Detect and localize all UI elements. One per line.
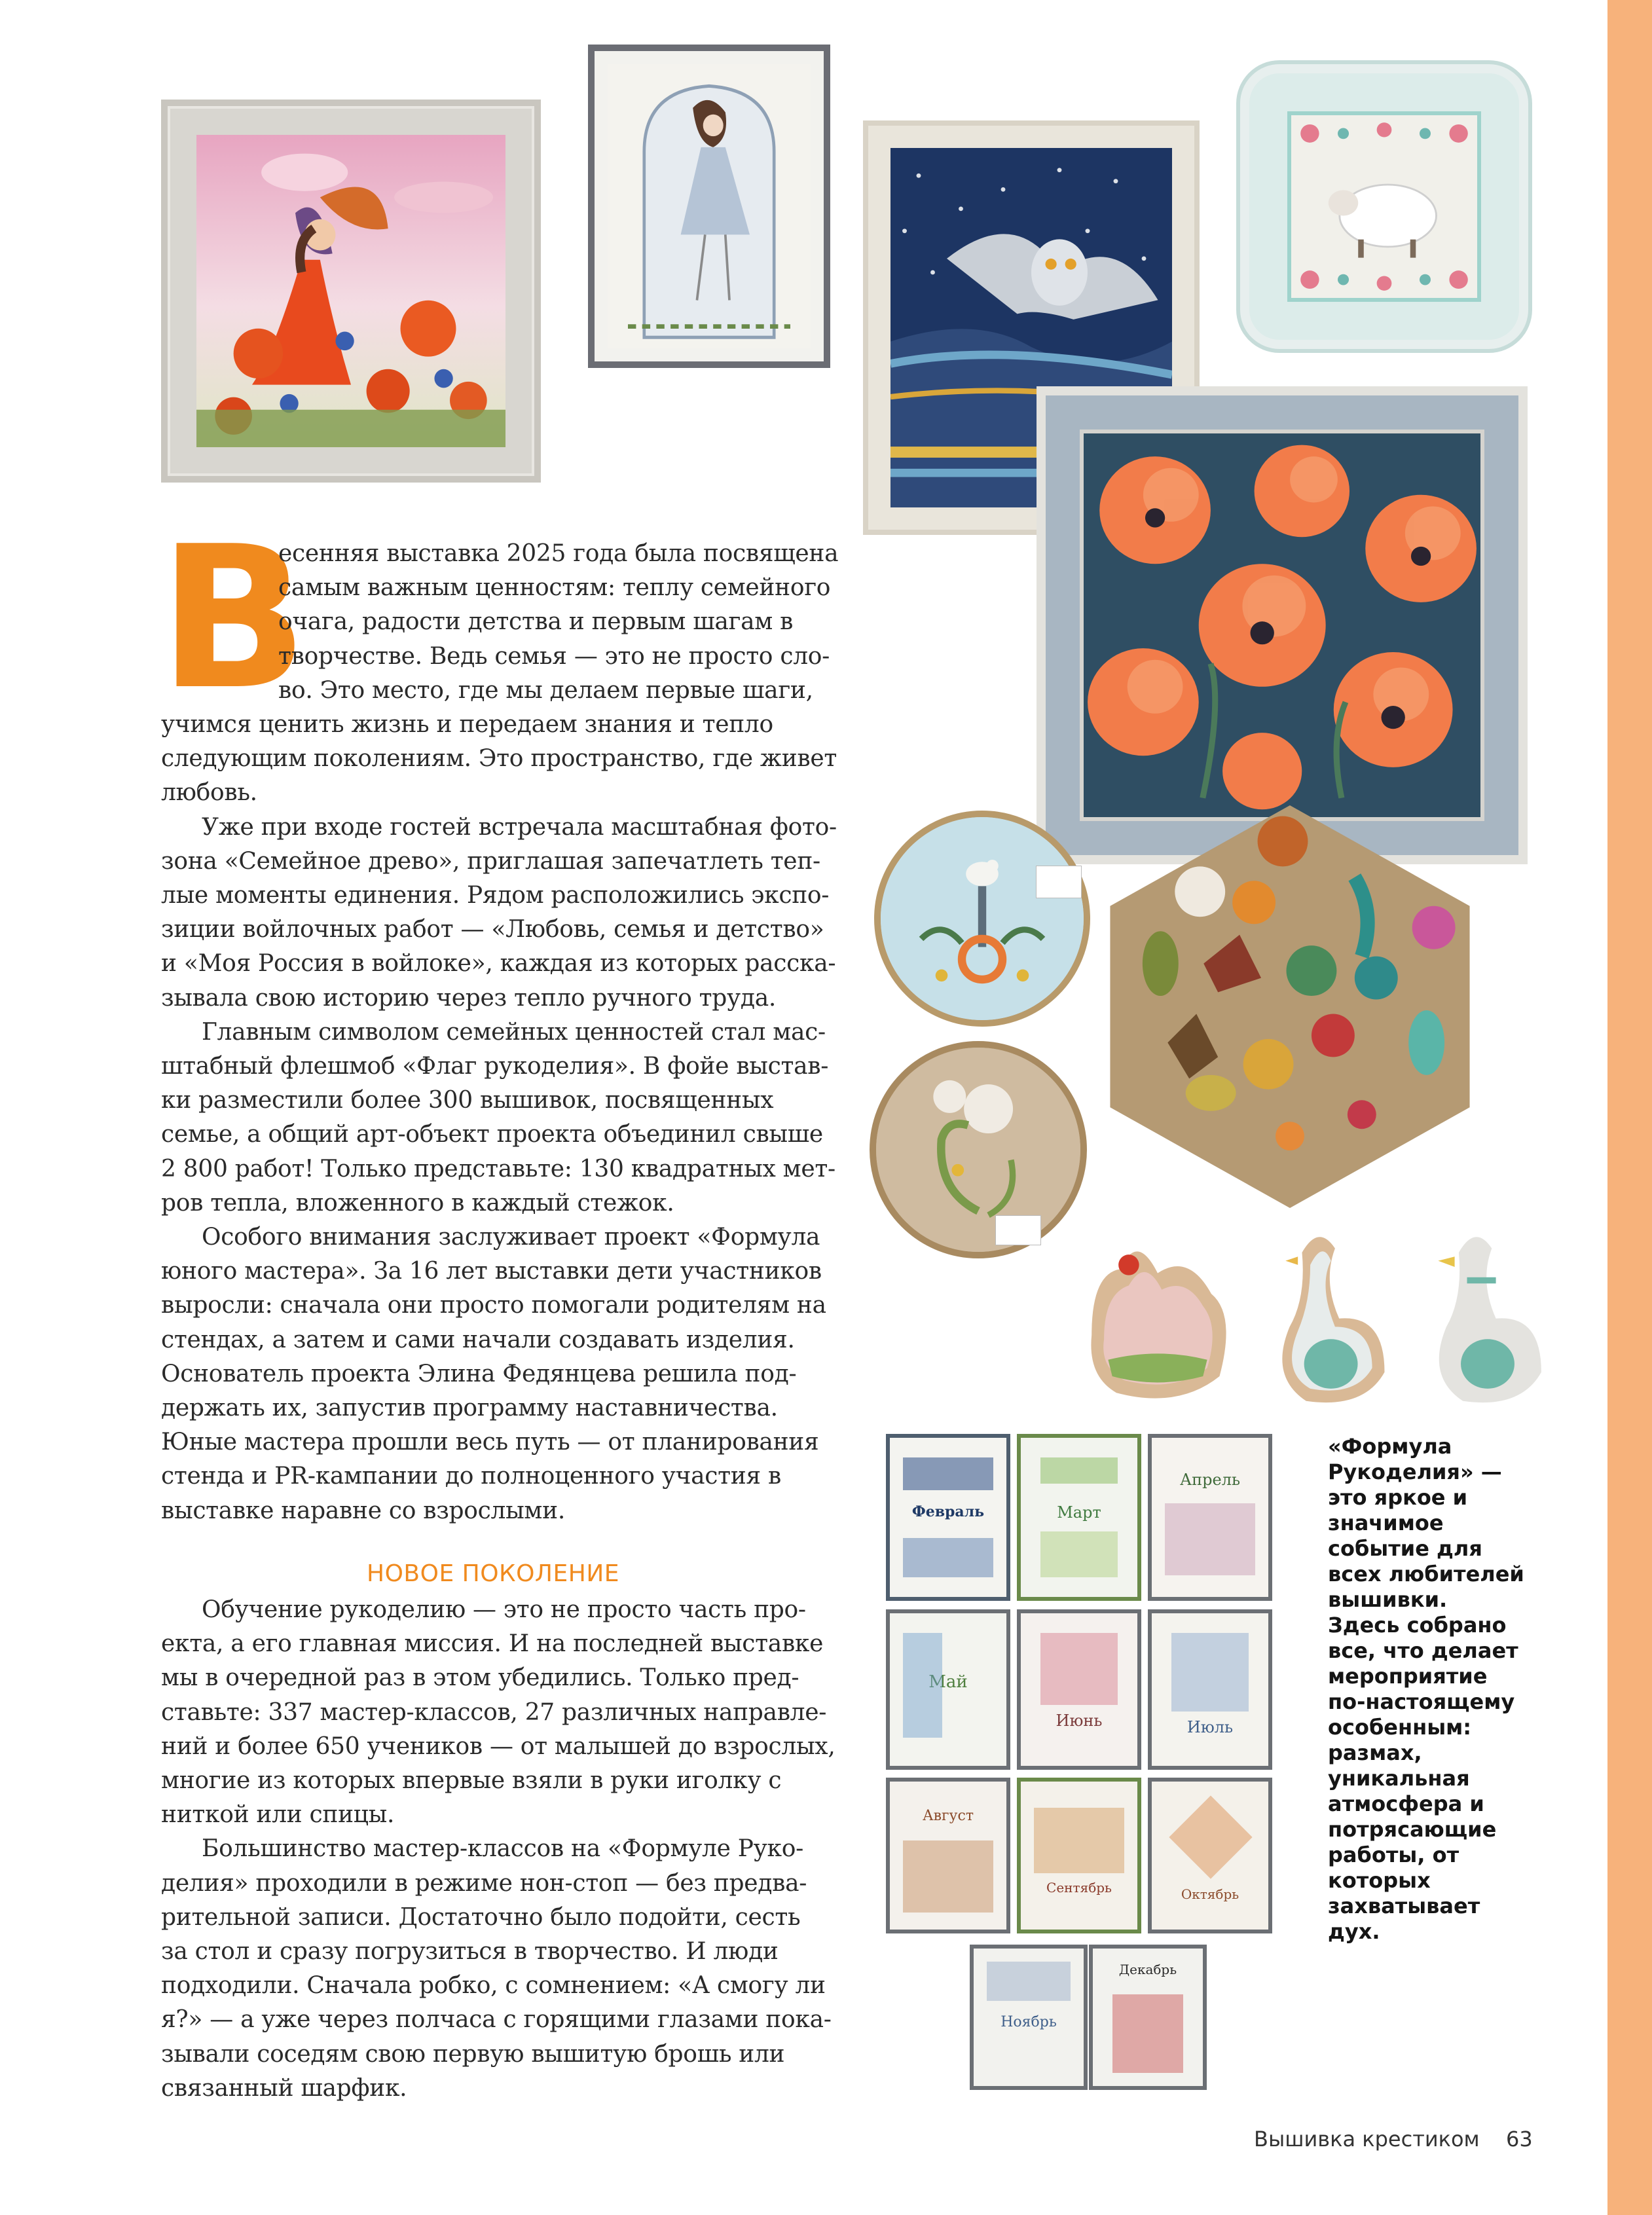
body-text-line: следующим поколениям. Это пространство, где живет	[161, 745, 837, 773]
panel-july	[1148, 1609, 1272, 1770]
body-text-line: Большинство мастер-классов на «Формуле Руко-	[202, 1835, 803, 1863]
caption-line: Здесь собрано	[1328, 1613, 1507, 1638]
body-text-line: зиции войлочных работ — «Любовь, семья и детство»	[161, 916, 824, 943]
body-text-line: рительной записи. Достаточно было подойти, сесть	[161, 1903, 801, 1931]
body-text-line: юного мастера». За 16 лет выставки дети участников	[161, 1258, 822, 1285]
caption-line: значимое	[1328, 1510, 1444, 1535]
caption-line: это яркое и	[1328, 1485, 1468, 1510]
caption-line: потрясающие	[1328, 1817, 1497, 1842]
panel-april-label: Апрель	[1179, 1471, 1241, 1489]
section-heading: НОВОЕ ПОКОЛЕНИЕ	[367, 1560, 619, 1587]
body-text-line: держать их, запустив программу наставничества.	[161, 1395, 778, 1421]
caption-line: уникальная	[1328, 1766, 1470, 1791]
body-text-line: ниткой или спицы.	[161, 1801, 395, 1829]
body-text-line: и «Моя Россия в войлоке», каждая из которых расска-	[161, 950, 836, 978]
body-text-line: Уже при входе гостей встречала масштабная фото-	[202, 813, 837, 841]
panel-may-label: Май	[928, 1672, 968, 1692]
body-text-line: зона «Семейное древо», приглашая запечатлеть теп-	[161, 847, 820, 875]
side-color-stripe	[1607, 0, 1652, 2215]
body-text-line: выросли: сначала они просто помогали родителям на	[161, 1292, 826, 1319]
body-text-line: мы в очередной раз в этом убедились. Только пред-	[161, 1664, 799, 1692]
panel-december-label: Декабрь	[1118, 1962, 1177, 1977]
panel-november	[970, 1945, 1088, 2090]
caption-line: событие для	[1328, 1536, 1482, 1561]
body-text-line: Обучение рукоделию — это не просто часть про-	[202, 1596, 806, 1623]
body-text-line: Особого внимания заслуживает проект «Формула	[202, 1224, 820, 1251]
caption-line: вышивки.	[1328, 1587, 1448, 1612]
panel-october	[1148, 1778, 1272, 1933]
panel-february	[886, 1434, 1010, 1601]
photo-girl-arch	[588, 45, 830, 368]
body-text-line: ки разместили более 300 вышивок, посвященных	[161, 1087, 774, 1114]
body-text-line: подходили. Сначала робко, с сомнением: «А смогу ли	[161, 1972, 826, 2000]
body-text-line: за стол и сразу погрузиться в творчество. И люди	[161, 1938, 779, 1965]
panel-august-label: Август	[922, 1808, 974, 1824]
photo-hexagon-ornaments	[1110, 805, 1470, 1208]
body-text-line: связанный шарфик.	[161, 2074, 407, 2102]
panel-march-label: Март	[1057, 1503, 1101, 1522]
caption-line: захватывает	[1328, 1894, 1480, 1918]
caption-line: атмосфера и	[1328, 1791, 1484, 1816]
panel-august	[886, 1778, 1010, 1933]
body-text-line: семье, а общий арт-объект проекта объединил свыше	[161, 1121, 823, 1148]
photo-sheep-frame	[1240, 64, 1528, 349]
caption-line: дух.	[1328, 1919, 1380, 1944]
body-text-line: 2 800 работ! Только представьте: 130 квадратных мет-	[161, 1155, 835, 1182]
photo-large-poppies	[1037, 386, 1528, 864]
body-text-line: любовь.	[161, 779, 257, 807]
hoop-label-card	[1036, 866, 1082, 898]
panel-june	[1017, 1609, 1141, 1770]
panel-september-label: Сентябрь	[1046, 1880, 1112, 1895]
caption-line: размах,	[1328, 1740, 1422, 1765]
panel-december	[1089, 1945, 1207, 2090]
body-text-line: самым важным ценностям: теплу семейного	[278, 574, 831, 602]
body-text-line: штабный флешмоб «Флаг рукоделия». В фойе выстав-	[161, 1053, 829, 1080]
caption-line: Рукоделия» —	[1328, 1459, 1502, 1484]
photo-caption	[1328, 1434, 1564, 1945]
body-text-line: ний и более 650 учеников — от малышей до взрослых,	[161, 1732, 835, 1760]
caption-line: всех любителей	[1328, 1562, 1524, 1586]
photo-hen-geese	[1074, 1211, 1571, 1418]
body-text-line: во. Это место, где мы делаем первые шаги,	[278, 676, 813, 704]
body-text-line: выставке наравне со взрослыми.	[161, 1497, 565, 1524]
panel-october-label: Октябрь	[1181, 1886, 1239, 1902]
caption-line: по-настоящему	[1328, 1689, 1515, 1714]
body-text-line: Основатель проекта Элина Федянцева решила под-	[161, 1360, 797, 1387]
caption-line: «Формула	[1328, 1434, 1452, 1459]
body-text-line: стенда и PR-кампании до полноценного участия в	[161, 1463, 781, 1490]
caption-line: которых	[1328, 1868, 1431, 1893]
drop-cap: В	[158, 504, 308, 733]
panel-july-label: Июль	[1186, 1718, 1234, 1736]
panel-november-label: Ноябрь	[1000, 2014, 1057, 2030]
body-text-line: ров тепла, вложенного в каждый стежок.	[161, 1189, 674, 1217]
caption-line: работы, от	[1328, 1842, 1459, 1867]
page-number: 63	[1506, 2127, 1533, 2151]
panel-may	[886, 1609, 1010, 1770]
body-text-line: многие из которых впервые взяли в руки иголку с	[161, 1767, 782, 1794]
body-text-line: очага, радости детства и первым шагам в	[278, 608, 794, 636]
body-text-line: творчестве. Ведь семья — это не просто сло-	[278, 642, 830, 670]
body-text-line: ставьте: 337 мастер-классов, 27 различных направле-	[161, 1698, 827, 1726]
body-text-line: лые моменты единения. Рядом расположились экспо-	[161, 882, 830, 909]
body-text-line: Главным символом семейных ценностей стал мас-	[202, 1018, 826, 1046]
body-text-line: стендах, а затем и сами начали создавать изделия.	[161, 1326, 795, 1353]
footer-magazine-title: Вышивка крестиком	[1254, 2127, 1480, 2151]
panel-march	[1017, 1434, 1141, 1601]
body-text-line: учимся ценить жизнь и передаем знания и тепло	[161, 711, 773, 738]
body-text-line: екта, а его главная миссия. И на последней выставке	[161, 1630, 824, 1658]
photo-month-panels	[886, 1434, 1279, 2095]
body-text-line: делия» проходили в режиме нон-стоп — без предва-	[161, 1869, 807, 1897]
panel-september	[1017, 1778, 1141, 1933]
caption-line: все, что делает	[1328, 1638, 1518, 1663]
panel-february-label: Февраль	[911, 1503, 985, 1520]
body-text-line: Юные мастера прошли весь путь — от планирования	[161, 1429, 819, 1456]
panel-june-label: Июнь	[1055, 1712, 1103, 1730]
photo-hoop-dandelion	[870, 1041, 1087, 1258]
caption-line: особенным:	[1328, 1715, 1472, 1740]
caption-line: мероприятие	[1328, 1664, 1488, 1689]
body-text-line: зывала свою историю через тепло ручного труда.	[161, 984, 777, 1012]
hoop-label-card-2	[995, 1215, 1041, 1245]
body-text-line: зывали соседям свою первую вышитую брошь или	[161, 2040, 785, 2068]
panel-april	[1148, 1434, 1272, 1601]
photo-fairy-poppies	[161, 100, 541, 483]
body-text-line: я?» — а уже через полчаса с горящими глазами пока-	[161, 2006, 832, 2034]
photo-hoop-seagull	[874, 811, 1090, 1027]
body-text-line: есенняя выставка 2025 года была посвящена	[278, 540, 839, 567]
